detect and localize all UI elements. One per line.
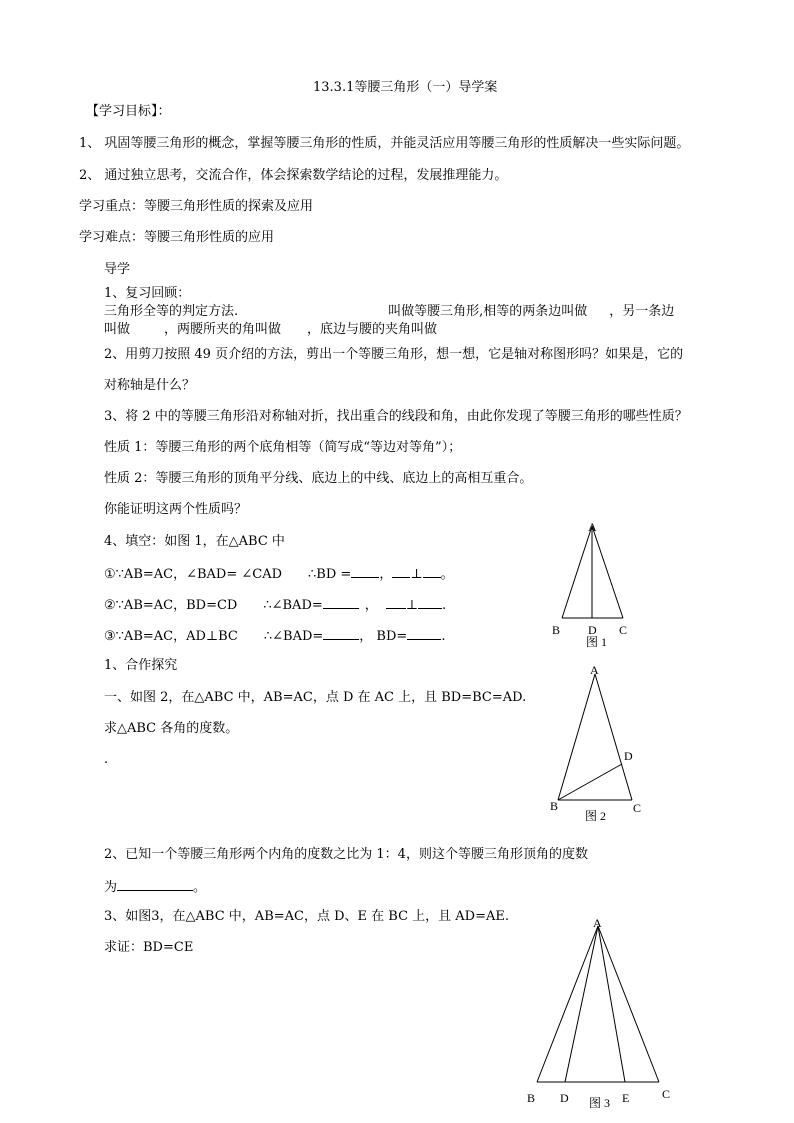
guide-heading: 导学 bbox=[104, 262, 131, 277]
review-text-c: ，另一条边 bbox=[609, 304, 675, 319]
key-point: 学习重点：等腰三角形性质的探索及应用 bbox=[79, 199, 314, 214]
period: 。 bbox=[440, 567, 454, 582]
question-2-line-1: 2、用剪刀按照 49 页介绍的方法，剪出一个等腰三角形，想一想，它是轴对称图形吗？如果是，它的 bbox=[104, 347, 684, 362]
fig3-segment-ad bbox=[565, 926, 598, 1082]
fill-3-given: ③∵AB=AC，AD⊥BC bbox=[104, 629, 238, 644]
fill-1-conclusion: ∴BD = bbox=[308, 567, 352, 582]
blank bbox=[351, 565, 379, 578]
review-text-e: ，两腰所夹的角叫做 bbox=[164, 322, 282, 337]
example-1-dot: . bbox=[104, 752, 109, 767]
fill-item-3 bbox=[104, 627, 445, 645]
fill-3-conclusion: ∴∠BAD= bbox=[263, 629, 324, 644]
blank bbox=[423, 565, 441, 578]
objective-2: 2、 通过独立思考，交流合作，体会探索数学结论的过程，发展推理能力。 bbox=[79, 168, 508, 183]
fig1-label-d: D bbox=[588, 623, 597, 637]
fig3-label-d: D bbox=[560, 1091, 569, 1105]
question-2-line-2: 对称轴是什么？ bbox=[104, 378, 196, 393]
example-2-line-1: 2、已知一个等腰三角形两个内角的度数之比为 1：4，则这个等腰三角形顶角的度数 bbox=[104, 847, 588, 862]
figure-1 bbox=[545, 518, 645, 653]
coop-heading: 1、合作探究 bbox=[104, 658, 178, 673]
review-heading: 1、复习回顾： bbox=[104, 286, 191, 301]
fill-item-1 bbox=[104, 565, 454, 583]
fig2-caption: 图 2 bbox=[585, 809, 607, 822]
comma: ， bbox=[364, 598, 378, 613]
fig1-label-a: A bbox=[588, 520, 597, 534]
blank bbox=[407, 627, 441, 640]
prove-question: 你能证明这两个性质吗？ bbox=[104, 502, 248, 517]
blank bbox=[392, 565, 410, 578]
example-2-line-2 bbox=[104, 878, 206, 896]
fill-2-given: ②∵AB=AC，BD=CD bbox=[104, 598, 238, 613]
review-line-2 bbox=[104, 322, 437, 338]
fig2-segment-bd bbox=[558, 764, 622, 800]
review-line-1 bbox=[104, 304, 674, 320]
example-3-line-1: 3、如图3，在△ABC 中，AB=AC，点 D、E 在 BC 上，且 AD=AE. bbox=[104, 909, 509, 924]
review-text-b: 叫做等腰三角形,相等的两条边叫做 bbox=[388, 304, 588, 319]
fig3-caption: 图 3 bbox=[589, 1096, 611, 1110]
review-text-d: 叫做 bbox=[104, 322, 131, 337]
property-1: 性质 1：等腰三角形的两个底角相等（简写成“等边对等角”）； bbox=[104, 440, 462, 455]
blank bbox=[386, 596, 406, 609]
example-1-line-1: 一、如图 2，在△ABC 中，AB=AC，点 D 在 AC 上，且 BD=BC=AD. bbox=[104, 690, 527, 705]
fig1-caption: 图 1 bbox=[586, 635, 608, 649]
blank bbox=[418, 596, 442, 609]
fig3-label-e: E bbox=[622, 1091, 630, 1105]
fig3-label-b: B bbox=[527, 1091, 536, 1105]
fig1-side-ab bbox=[562, 526, 592, 618]
fig2-label-a: A bbox=[590, 663, 599, 677]
ex2-suffix: 。 bbox=[193, 880, 207, 895]
fig3-side-ac bbox=[598, 926, 659, 1082]
fig3-segment-ae bbox=[598, 926, 625, 1082]
figure-2 bbox=[540, 660, 650, 822]
fig1-label-b: B bbox=[552, 623, 561, 637]
example-3-line-2: 求证：BD=CE bbox=[104, 940, 194, 955]
fig1-label-c: C bbox=[619, 623, 628, 637]
page-title: 13.3.1等腰三角形（一）导学案 bbox=[313, 80, 498, 95]
fill-heading: 4、填空：如图 1，在△ABC 中 bbox=[104, 534, 285, 549]
fig2-side-ac bbox=[595, 674, 632, 800]
blank bbox=[323, 596, 359, 609]
fill-1-given: ①∵AB=AC，∠BAD= ∠CAD bbox=[104, 567, 283, 582]
fig3-label-a: A bbox=[593, 916, 602, 930]
fig2-side-ab bbox=[558, 674, 595, 800]
blank bbox=[323, 627, 359, 640]
fig2-label-d: D bbox=[624, 749, 633, 763]
difficulty: 学习难点：等腰三角形性质的应用 bbox=[79, 230, 275, 245]
fig3-label-c: C bbox=[662, 1087, 671, 1101]
fill-2-conclusion: ∴∠BAD= bbox=[263, 598, 323, 613]
period: . bbox=[441, 629, 446, 644]
perp-sign: ⊥ bbox=[410, 567, 423, 582]
fig2-label-b: B bbox=[550, 799, 559, 813]
blank bbox=[117, 878, 193, 891]
review-text-a: 三角形全等的判定方法. bbox=[104, 304, 239, 319]
objective-1: 1、 巩固等腰三角形的概念，掌握等腰三角形的性质，并能灵活应用等腰三角形的性质解决一些实际问题。 bbox=[79, 136, 690, 151]
fig2-label-c: C bbox=[633, 801, 642, 815]
perp-sign: ⊥ bbox=[405, 598, 419, 613]
property-2: 性质 2：等腰三角形的顶角平分线、底边上的中线、底边上的高相互重合。 bbox=[104, 471, 533, 486]
fill-3-bd: ， BD= bbox=[359, 629, 408, 644]
period: . bbox=[442, 598, 447, 613]
comma: ， bbox=[379, 567, 393, 582]
question-3: 3、将 2 中的等腰三角形沿对称轴对折，找出重合的线段和角，由此你发现了等腰三角形的哪些性质？ bbox=[104, 409, 688, 424]
objectives-heading: 【学习目标】： bbox=[86, 104, 171, 119]
ex2-prefix: 为 bbox=[104, 880, 118, 895]
figure-3 bbox=[515, 912, 685, 1112]
fig3-side-ab bbox=[537, 926, 598, 1082]
fig1-side-ac bbox=[592, 526, 623, 618]
example-1-line-2: 求△ABC 各角的度数。 bbox=[104, 721, 239, 736]
fill-item-2 bbox=[104, 596, 446, 614]
review-text-f: ，底边与腰的夹角叫做 bbox=[307, 322, 438, 337]
